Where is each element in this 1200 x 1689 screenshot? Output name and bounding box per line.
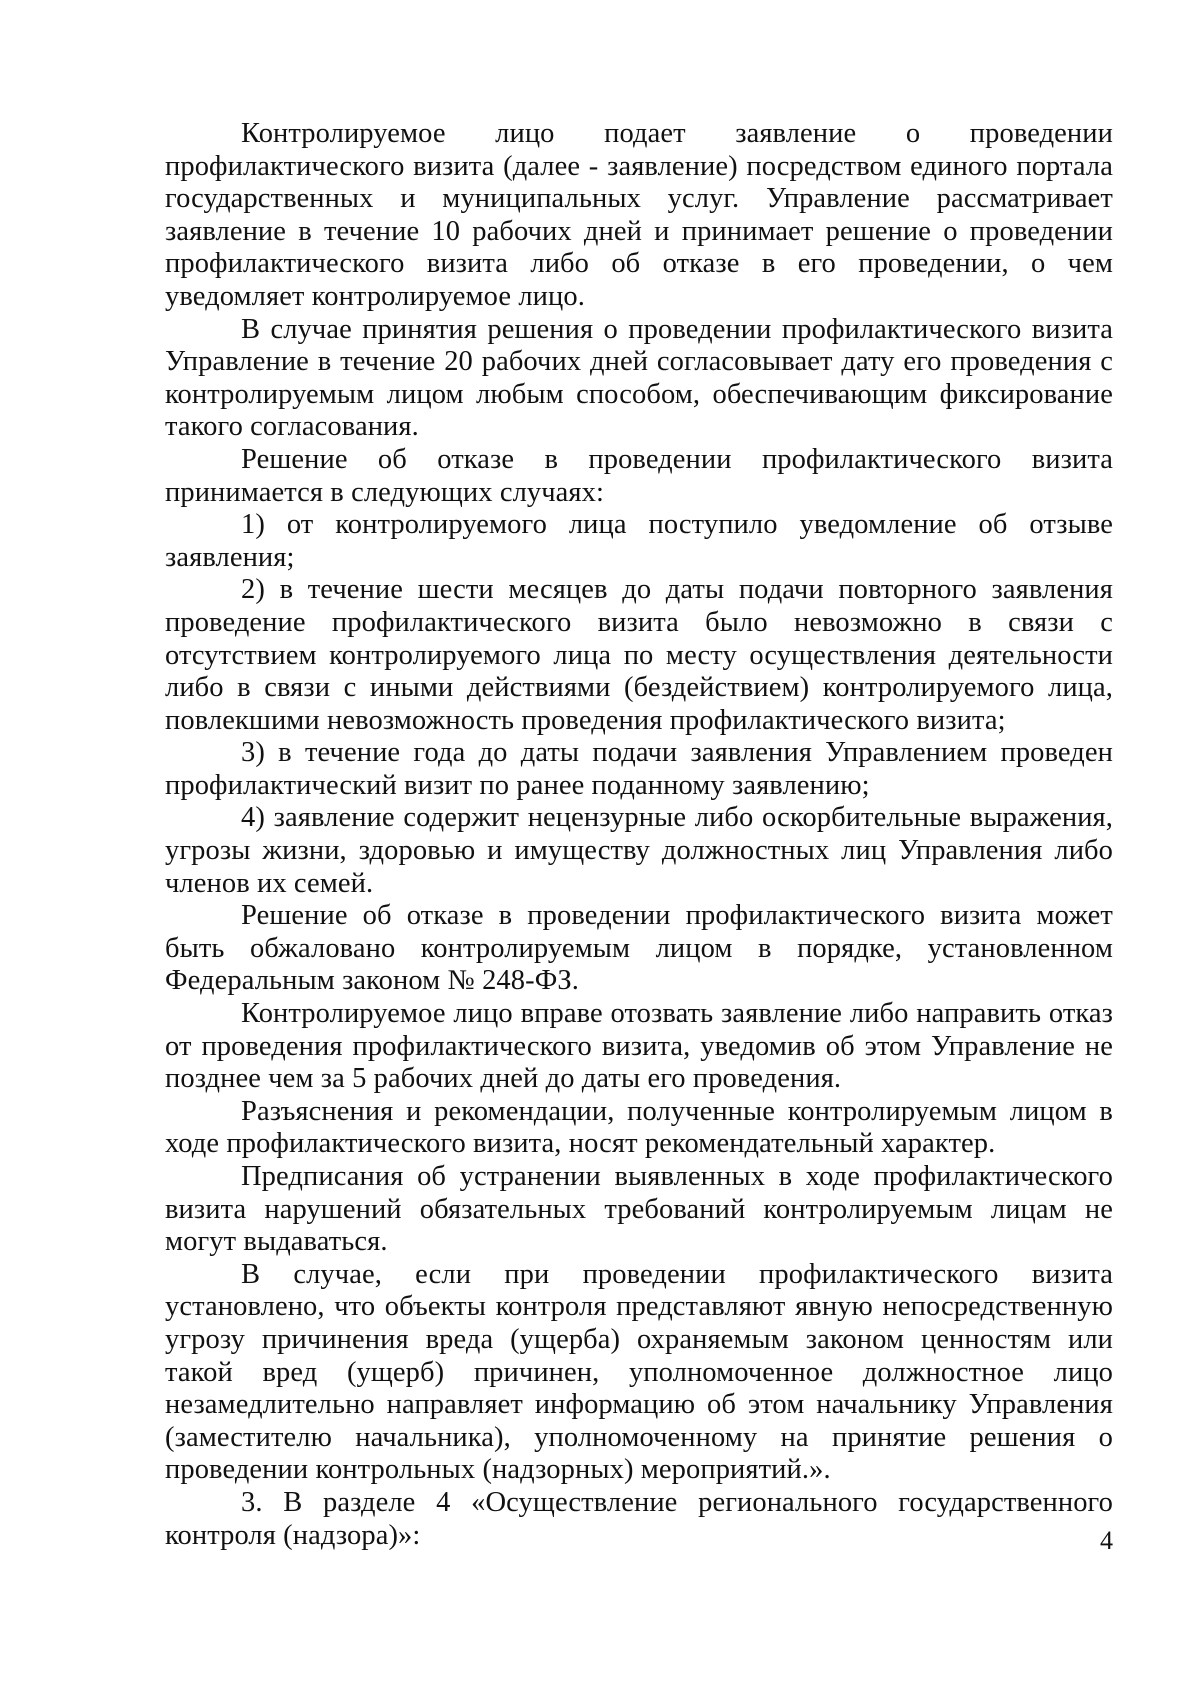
list-item-3: 3) в течение года до даты подачи заявления Управлением проведен профилактический визит по ранее поданному заявлению;	[165, 737, 1113, 801]
list-item-1: 1) от контролируемого лица поступило уведомление об отзыве заявления;	[165, 509, 1113, 573]
paragraph-prescriptions: Предписания об устранении выявленных в ходе профилактического визита нарушений обязательных требований контролируемым лицам не могут выдаваться.	[165, 1161, 1113, 1258]
paragraph-appeal: Решение об отказе в проведении профилактического визита может быть обжаловано контролируемым лицом в порядке, установленном Федеральным законом № 248-ФЗ.	[165, 900, 1113, 997]
paragraph-refusal-cases: Решение об отказе в проведении профилактического визита принимается в следующих случаях:	[165, 443, 1113, 508]
paragraph-threat-case: В случае, если при проведении профилактического визита установлено, что объекты контроля представляют явную непосредственную угрозу причинения вреда (ущерба) охраняемым законом ценностям или такой вред (ущерб) причинен, уполномоченное должностное лицо незамедлительно направляет информацию об этом начальнику Управления (заместителю начальника), уполномоченному на принятие решения о проведении контрольных (надзорных) мероприятий.».	[165, 1258, 1113, 1486]
list-item-2: 2) в течение шести месяцев до даты подачи повторного заявления проведение профилактического визита было невозможно в связи с отсутствием контролируемого лица по месту осуществления деятельности либо в связи с иными действиями (бездействием) контролируемого лица, повлекшими невозможность проведения профилактического визита;	[165, 574, 1113, 736]
page-number: 4	[1100, 1526, 1113, 1555]
paragraph-application-submission: Контролируемое лицо подает заявление о проведении профилактического визита (далее - заявление) посредством единого портала государственных и муниципальных услуг. Управление рассматривает заявление в течение 10 рабочих дней и принимает решение о проведении профилактического визита либо об отказе в его проведении, о чем уведомляет контролируемое лицо.	[165, 118, 1113, 312]
paragraph-date-agreement: В случае принятия решения о проведении профилактического визита Управление в течение 20 рабочих дней согласовывает дату его проведения с контролируемым лицом любым способом, обеспечивающим фиксирование такого согласования.	[165, 313, 1113, 443]
paragraph-withdrawal: Контролируемое лицо вправе отозвать заявление либо направить отказ от проведения профилактического визита, уведомив об этом Управление не позднее чем за 5 рабочих дней до даты его проведения.	[165, 998, 1113, 1095]
paragraph-recommendations: Разъяснения и рекомендации, полученные контролируемым лицом в ходе профилактического визита, носят рекомендательный характер.	[165, 1095, 1113, 1160]
document-body	[165, 118, 1113, 1552]
list-item-4: 4) заявление содержит нецензурные либо оскорбительные выражения, угрозы жизни, здоровью и имуществу должностных лиц Управления либо членов их семей.	[165, 802, 1113, 899]
paragraph-section-4: 3. В разделе 4 «Осуществление регионального государственного контроля (надзора)»:	[165, 1486, 1113, 1551]
